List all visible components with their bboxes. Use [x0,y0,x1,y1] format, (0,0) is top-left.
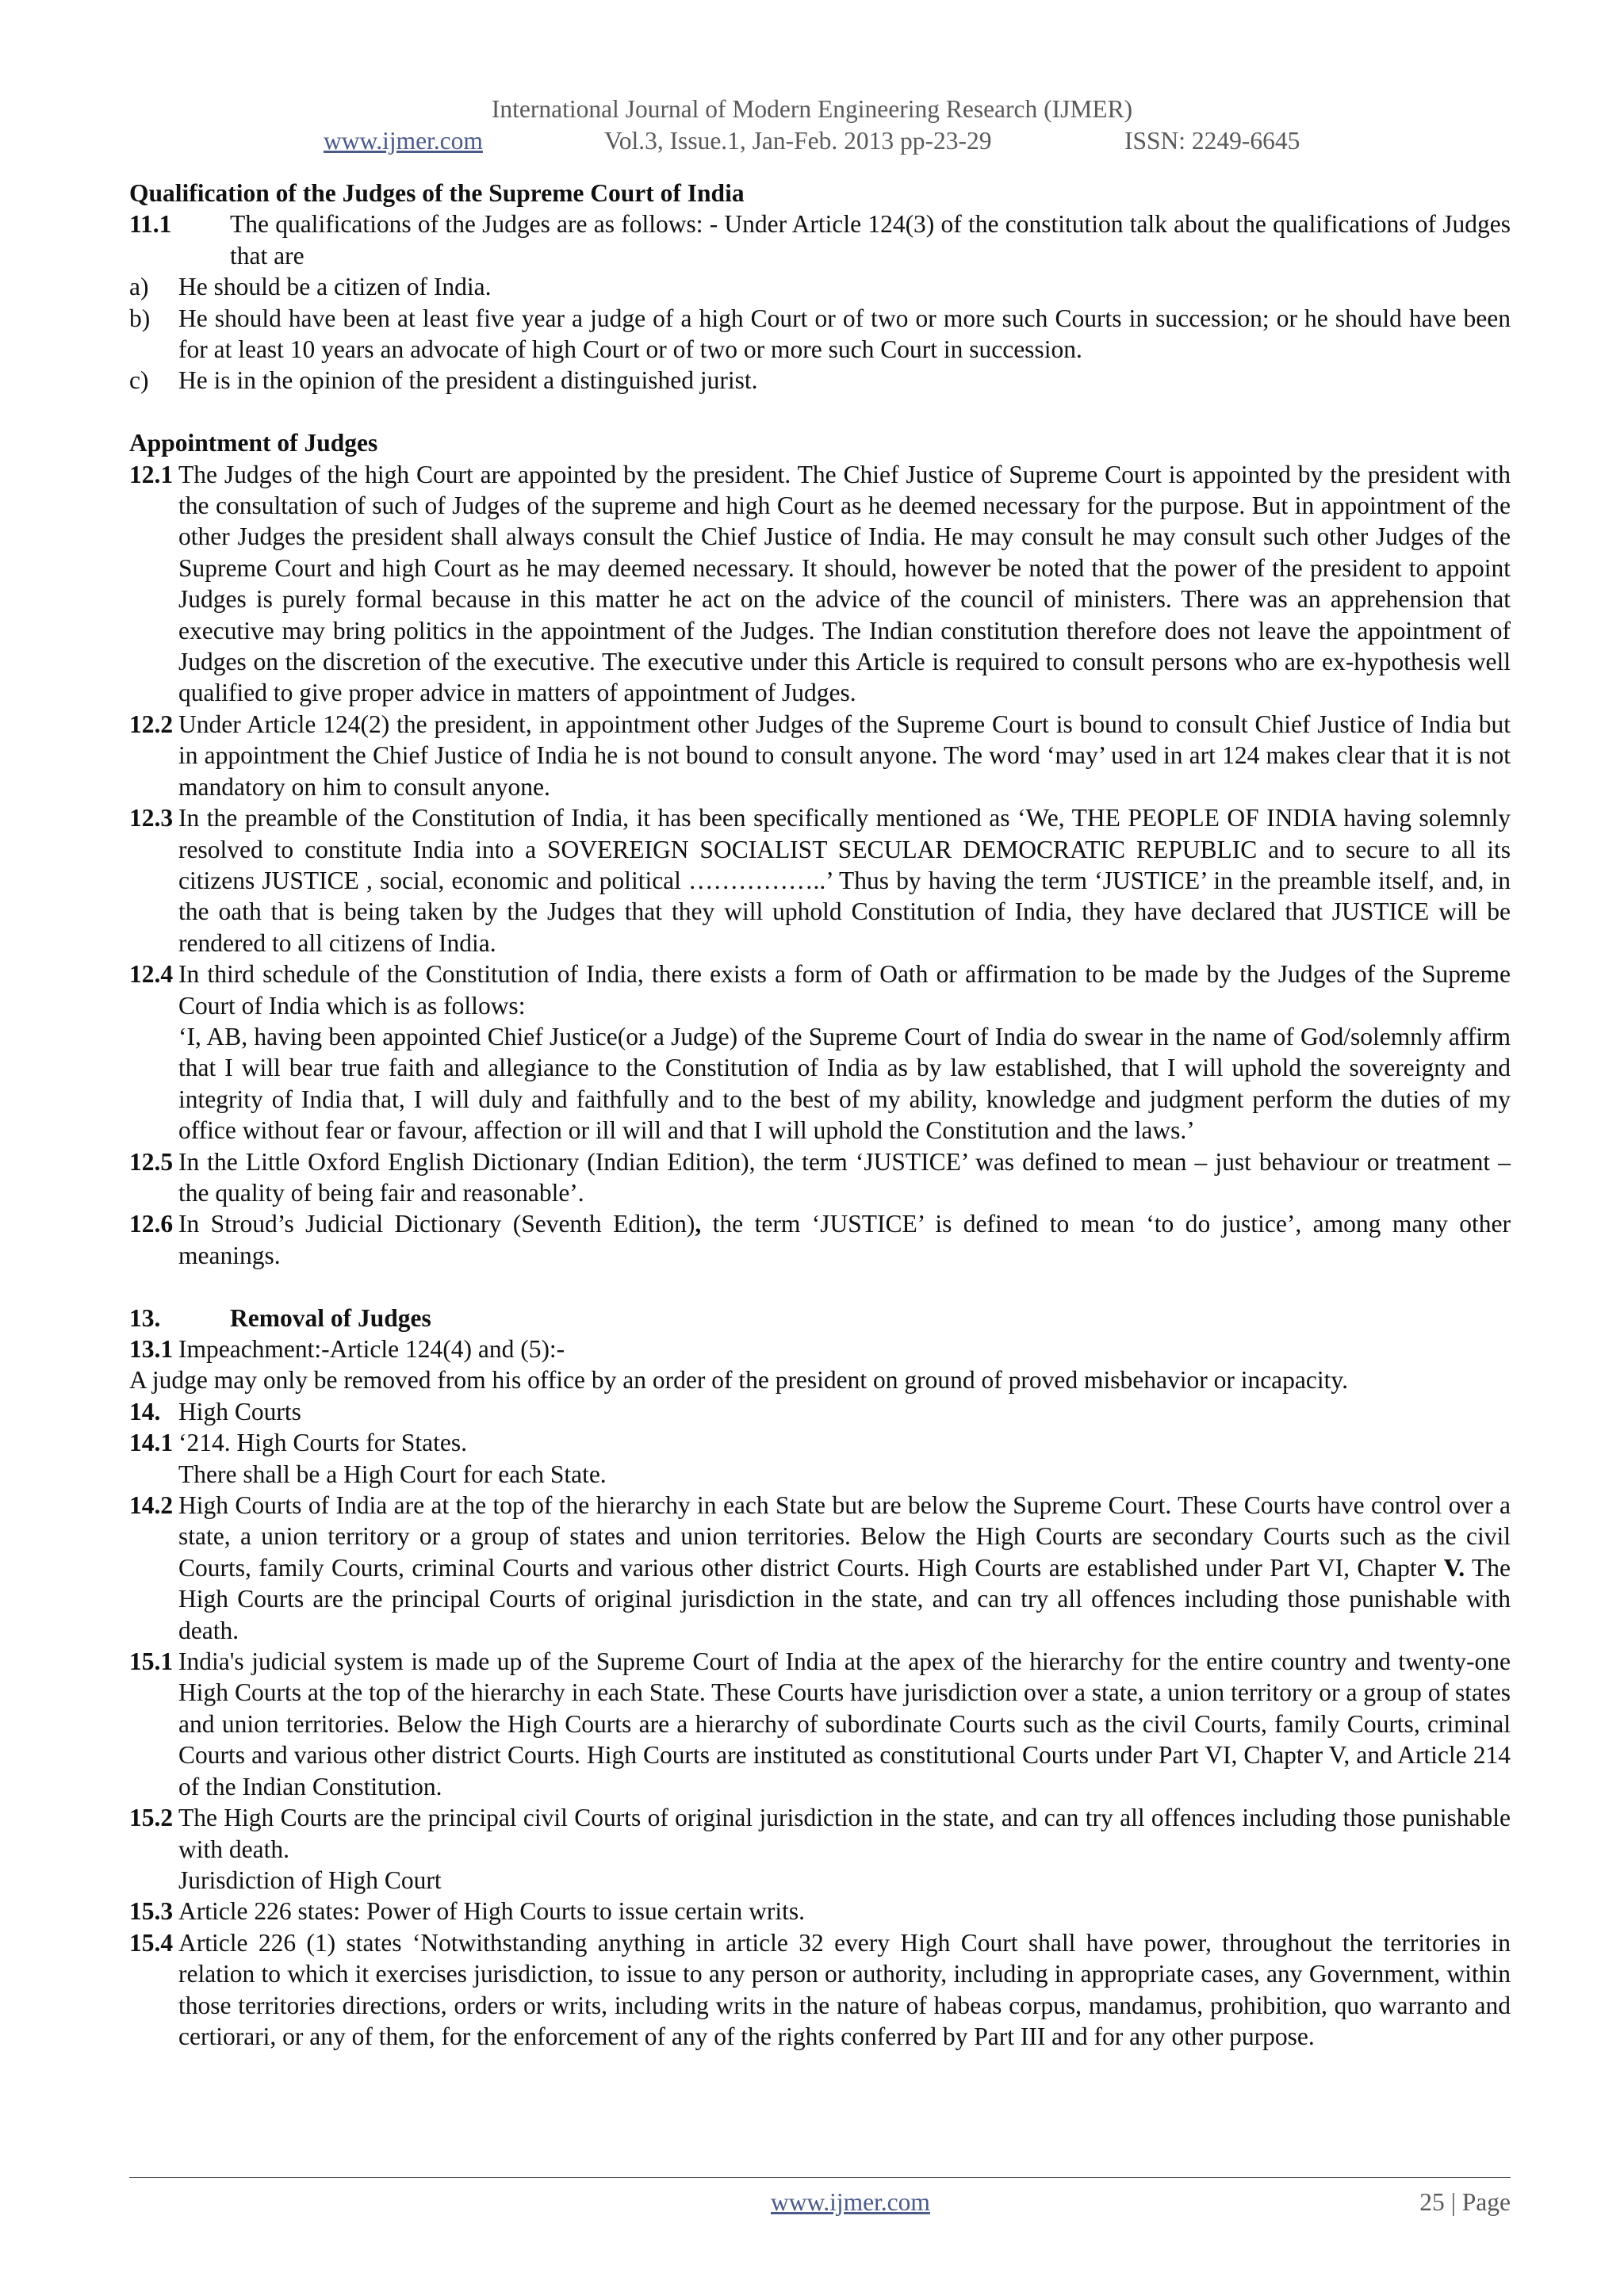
clause-text: Impeachment:-Article 124(4) and (5):- [178,1335,565,1363]
section-heading-high-courts [129,1396,1511,1427]
clause-15-4 [129,1927,1511,2053]
clause-text-cont: There shall be a High Court for each State. [178,1460,607,1488]
section-number: 14. [129,1397,161,1425]
clause-text: In the preamble of the Constitution of India, it has been specifically mentioned as ‘We, THE PEOPLE OF INDIA having solemnly resolved to constitute India into a SOVEREIGN SOCIALIST SECULAR DEMOCRATIC REPUBLIC and to secure to all its citizens JUSTICE , social, economic and political ……………..’ Thus by having the term ‘JUSTICE’ in the preamble itself, and, in the oath that is being taken by the Judges that they will uphold Constitution of India, they have declared that JUSTICE will be rendered to all citizens of India. [178,804,1511,957]
clause-text: The High Courts are the principal civil Courts of original jurisdiction in the state, and can try all offences including those punishable with death. [178,1804,1511,1863]
clause-number: 12.1 [129,460,174,488]
footer-divider [129,2177,1511,2178]
clause-text-cont: The High Courts are the principal Courts of original jurisdiction in the state, and can try all offences including those punishable with death. [178,1553,1511,1644]
clause-text: The qualifications of the Judges are as follows: - Under Article 124(3) of the constitution talk about the qualifications of Judges that are [230,210,1511,270]
clause-text: Under Article 124(2) the president, in appointment other Judges of the Supreme Court is bound to consult Chief Justice of India but in appointment the Chief Justice of India he is not bound to consult anyone. The word ‘may’ used in art 124 makes clear that it is not mandatory on him to consult anyone. [178,710,1511,801]
footer-url-link[interactable]: www.ijmer.com [771,2188,930,2216]
clause-text: In third schedule of the Constitution of India, there exists a form of Oath or affirmation to be made by the Judges of the Supreme Court of India which is as follows: [178,960,1511,1020]
section-title: High Courts [178,1397,301,1425]
clause-14-2 [129,1490,1511,1646]
list-label: c) [129,366,149,395]
clause-12-3 [129,802,1511,959]
volume-info: Vol.3, Issue.1, Jan-Feb. 2013 pp-23-29 [604,127,992,155]
clause-number: 11.1 [129,210,172,239]
section-number: 13. [129,1303,161,1332]
page-number: 25 | Page [1419,2188,1511,2216]
clause-number: 15.1 [129,1647,174,1676]
subheading-jurisdiction: Jurisdiction of High Court [178,1866,442,1894]
clause-13-1 [129,1334,1511,1364]
clause-text: Article 226 (1) states ‘Notwithstanding anything in article 32 every High Court shall have power, throughout the territories in relation to which it exercises jurisdiction, to issue to any person or authority, including in appropriate cases, any Government, within those territories directions, orders or writs, including writs in the nature of habeas corpus, mandamus, prohibition, quo warranto and certiorari, or any of them, for the enforcement of any of the rights conferred by Part III and for any other purpose. [178,1928,1511,2050]
section-heading-appointment: Appointment of Judges [129,429,378,457]
list-item-b [129,303,1511,365]
list-label: b) [129,304,151,332]
clause-text: High Courts of India are at the top of the hierarchy in each State but are below the Supreme Court. These Courts have control over a state, a union territory or a group of states and union territories. Below the High Courts are secondary Courts such as the civil Courts, family Courts, criminal Courts and various other district Courts. High Courts are established under Part VI, Chapter [178,1491,1511,1582]
clause-number: 12.3 [129,804,174,832]
journal-url-link[interactable]: www.ijmer.com [324,127,483,155]
list-item-a [129,271,1511,302]
clause-number: 14.1 [129,1429,174,1457]
oath-quote: ‘I, AB, having been appointed Chief Justice(or a Judge) of the Supreme Court of India do swear in the name of God/solemnly affirm that I will bear true faith and allegiance to the Constitution of India as by law established, that I will uphold the sovereignty and integrity of India that, I will duly and faithfully and to the best of my ability, knowledge and judgment perform the duties of my office without fear or favour, affection or ill will and that I will uphold the Constitution and the laws.’ [178,1022,1511,1145]
list-text: He is in the opinion of the president a distinguished jurist. [178,366,758,395]
clause-11-1 [129,209,1511,271]
clause-text: Article 226 states: Power of High Courts to issue certain writs. [178,1897,805,1926]
clause-text-cont: the term ‘JUSTICE’ is defined to mean ‘to do justice’, among many other meanings. [178,1210,1511,1269]
clause-text: India's judicial system is made up of the Supreme Court of India at the apex of the hierarchy for the entire country and twenty-one High Courts at the top of the hierarchy in each State. These Courts have jurisdiction over a state, a union territory or a group of states and union territories. Below the High Courts are a hierarchy of subordinate Courts such as the civil Courts, family Courts, criminal Courts and various other district Courts. High Courts are instituted as constitutional Courts under Part VI, Chapter V, and Article 214 of the Indian Constitution. [178,1647,1511,1800]
bold-comma: , [695,1210,702,1238]
journal-title: International Journal of Modern Engineering Research (IJMER) [491,95,1133,123]
running-header [0,94,1624,157]
clause-text: In the Little Oxford English Dictionary (Indian Edition), the term ‘JUSTICE’ was defined to mean – just behaviour or treatment – the quality of being fair and reasonable’. [178,1147,1511,1207]
clause-number: 12.4 [129,960,174,989]
list-text: He should be a citizen of India. [178,273,492,301]
list-label: a) [129,273,149,301]
clause-12-4 [129,959,1511,1146]
clause-12-6 [129,1208,1511,1271]
clause-12-2 [129,709,1511,802]
clause-number: 12.2 [129,710,174,738]
clause-number: 12.5 [129,1147,174,1176]
clause-14-1 [129,1427,1511,1490]
clause-12-1 [129,459,1511,709]
clause-number: 15.4 [129,1928,174,1957]
clause-text: In Stroud’s Judicial Dictionary (Seventh Edition) [178,1210,695,1238]
article-body [129,178,1511,2052]
bold-chapter: V. [1443,1553,1465,1582]
clause-12-5 [129,1146,1511,1209]
removal-paragraph: A judge may only be removed from his office by an order of the president on ground of proved misbehavior or incapacity. [129,1366,1348,1395]
section-heading-removal [129,1303,1511,1334]
clause-number: 15.3 [129,1897,174,1926]
clause-15-1 [129,1646,1511,1802]
clause-number: 14.2 [129,1491,174,1520]
clause-number: 12.6 [129,1210,174,1238]
section-title: Removal of Judges [230,1303,431,1332]
clause-text: ‘214. High Courts for States. [178,1429,467,1457]
clause-number: 13.1 [129,1335,174,1363]
clause-15-3 [129,1896,1511,1927]
list-item-c [129,365,1511,396]
section-heading-qualification: Qualification of the Judges of the Supreme Court of India [129,179,745,207]
clause-text: The Judges of the high Court are appointed by the president. The Chief Justice of Supreme Court is appointed by the president with the consultation of such of Judges of the supreme and high Court as he deemed necessary for the purpose. But in appointment of the other Judges the president shall always consult the Chief Justice of India. He may consult he may consult such other Judges of the Supreme Court and high Court as he may deemed necessary. It should, however be noted that the power of the president to appoint Judges is purely formal because in this matter he act on the advice of the council of ministers. There was an apprehension that executive may bring politics in the appointment of the Judges. The Indian constitution therefore does not leave the appointment of Judges on the discretion of the executive. The executive under this Article is required to consult persons who are ex-hypothesis well qualified to give proper advice in matters of appointment of Judges. [178,460,1511,707]
clause-15-2 [129,1802,1511,1896]
clause-number: 15.2 [129,1804,174,1832]
issn: ISSN: 2249-6645 [1124,127,1300,155]
list-text: He should have been at least five year a judge of a high Court or of two or more such Courts in succession; or he should have been for at least 10 years an advocate of high Court or of two or more such Court in succession. [178,304,1511,364]
